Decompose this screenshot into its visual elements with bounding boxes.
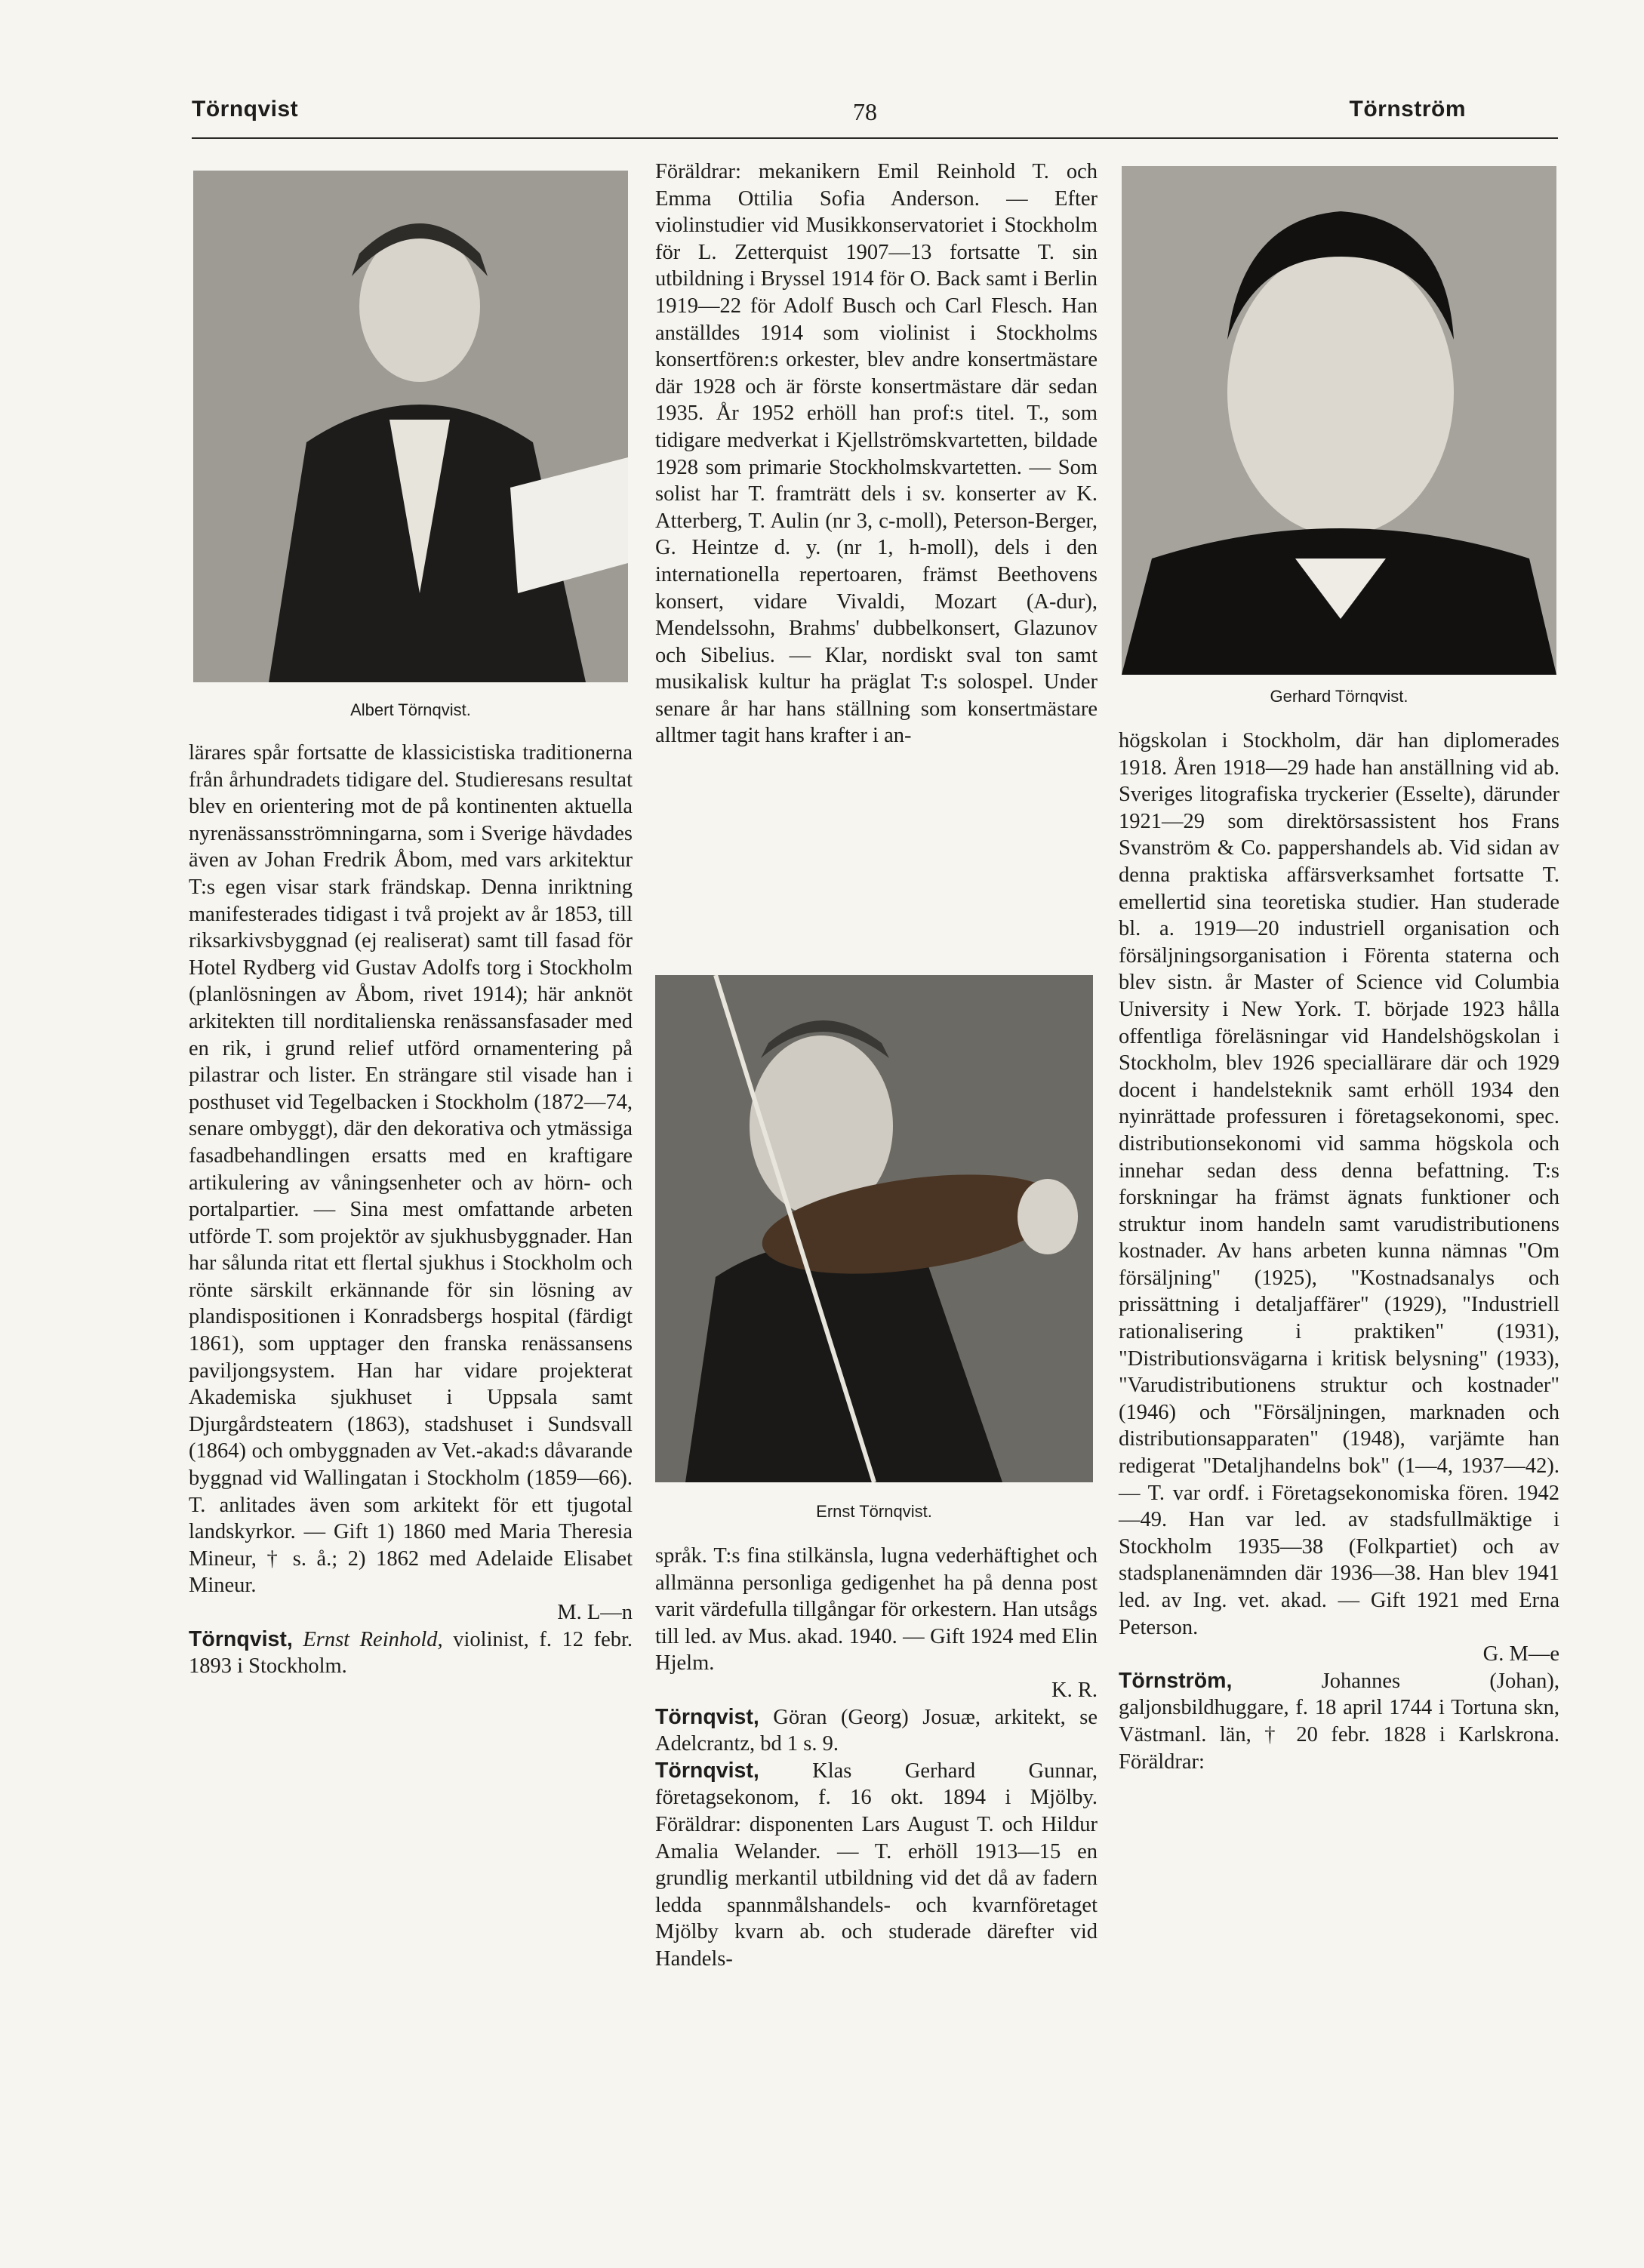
page-number: 78 — [853, 98, 877, 125]
goran-entry — [655, 1704, 1098, 1758]
albert-tornqvist-photo — [193, 171, 628, 682]
gerhard-tornqvist-photo — [1122, 166, 1556, 675]
gerhard-caption: Gerhard Törnqvist. — [1270, 687, 1408, 706]
ernst-article-text: Föräldrar: mekanikern Emil Reinhold T. och Emma Ottilia Sofia Anderson. — Efter violinstudier vid Musikkonservatoriet i Stockholm för L. Zetterquist 1907—13 fortsatte T. sin utbildning i Bryssel 1914 för O. Back samt i Berlin 1919—22 för Adolf Busch och Carl Flesch. Han anställdes 1914 som violinist i Stockholms konsertfören:s orkester, blev andre konsertmästare där 1928 och är förste konsertmästare där sedan 1935. År 1952 erhöll han prof:s titel. T., som tidigare medverkat i Kjellströmskvartetten, bildade 1928 som primarie Stockholmskvartetten. — Som solist har T. framträtt dels i sv. konserter av K. Atterberg, T. Aulin (nr 3, c-moll), Peterson-Berger, G. Heintze d. y. (nr 1, h-moll), dels i den internationella repertoaren, främst Beethovens konsert, vidare Vivaldi, Mozart (A-dur), Mendelssohn, Brahms' dubbelkonsert, Glazunov och Sibelius. — Klar, nordiskt sval ton samt musikalisk kultur ha präglat T:s solospel. Under senare år har hans ställning som konsertmästare alltmer tagit hans krafter i an- — [655, 160, 1098, 748]
ernst-tornqvist-photo — [655, 975, 1093, 1482]
header-rule — [192, 137, 1558, 139]
violinist-figure-icon — [655, 975, 1093, 1482]
running-head-left: Törnqvist — [192, 97, 299, 122]
albert-article-text: lärares spår fortsatte de klassicistiska traditionerna från århundradets tidigare del. Studieresans resultat blev en orientering mot de på kontinenten aktuella nyrenässansströmningarna, som i Sverige hävdades även av Johan Fredrik Åbom, med vars arkitektur T:s egen visar stark frändskap. Denna inriktning manifesterades tidigast i två projekt av år 1853, till riksarkivsbyggnad (ej realiserat) samt till fasad för Hotel Rydberg vid Gustav Adolfs torg i Stockholm (planlösningen av Åbom, rivet 1914); här anknöt arkitekten till norditalienska renässansfasader med en rik, i grund relief utförd ornamentering på pilastrar och lister. En strängare stil visade han i posthuset vid Tegelbacken i Stockholm (1872—74, senare ombyggt), där den dekorativa och ytmässiga fasadbehandlingen ersatts med en kraftigare artikulering av våningsenheter och av hörn- och portalpartier. — Sina mest omfattande arbeten utförde T. som projektör av sjukhusbyggnader. Han har sålunda ritat ett flertal sjukhus i Stockholm och rönte särskilt erkännande för sin lösning av plandispositionen i Konradsbergs hospital (färdigt 1861), som upptager den franska renässansens paviljongsystem. Han har vidare projekterat Akademiska sjukhuset i Uppsala samt Djurgårdsteatern (1863), stadshuset i Sundsvall (1864) och ombyggnaden av Vet.-akad:s dåvarande byggnad vid Wallingatan i Stockholm (1859—66). T. anlitades även som arkitekt för ett tjugotal landskyrkor. — Gift 1) 1860 med Maria Theresia Mineur, † s. å.; 2) 1862 med Adelaide Elisabet Mineur. — [189, 741, 633, 1598]
entry-heading: Törnström, — [1119, 1668, 1233, 1693]
gerhard-article-text: högskolan i Stockholm, där han diplomerades 1918. Åren 1918—29 hade han anställning vid ab. Sveriges litografiska tryckerier (Esselte), därunder 1921—29 som direktörsassistent hos Frans Svanström & Co. pappershandels ab. Vid sidan av denna praktiska affärsverksamhet fortsatte T. emellertid sina teoretiska studier. Han studerade bl. a. 1919—20 industriell organisation och försäljningsorganisation i Förenta staterna och blev sistn. år Master of Science vid Columbia University i New York. T. började 1923 hålla offentliga föreläsningar vid Handelshögskolan i Stockholm, blev 1926 speciallärare där och 1929 docent i handelsteknik samt erhöll 1934 den nyinrättade professuren i företagsekonomi, spec. distributionsekonomi vid samma högskola och innehar sedan dess denna befattning. T:s forskningar ha främst ägnats funktioner och struktur inom handeln samt varudistributionens kostnader. Av hans arbeten kunna nämnas "Om försäljning" (1925), "Kostnadsanalys och prissättning i detaljaffärer" (1929), "Industriell rationalisering i praktiken" (1931), "Distributionsvägarna i kritisk belysning" (1933), "Varudistributionens struktur och kostnader" (1946) och "Försäljningen, marknaden och distributionsapparaten" (1948), varjämte han redigerat "Detaljhandelns bok" (1—4, 1937—42). — T. var ordf. i Företagsekonomiska fören. 1942—49. Han var led. av stadsfullmäktige i Stockholm 1935—38 (Folkpartiet) och av stadsplanenämnden där 1936—38. Han blev 1941 led. av Ing. vet. akad. — Gift 1921 med Erna Peterson. — [1119, 729, 1559, 1639]
running-head-right: Törnström — [1349, 97, 1466, 122]
middle-column-bottom — [655, 1543, 1098, 1973]
left-column — [189, 740, 633, 1680]
ernst-entry-start — [189, 1626, 633, 1680]
entry-heading: Törnqvist, — [655, 1704, 759, 1729]
klas-entry — [655, 1758, 1098, 1973]
ernst-article-continued: språk. T:s fina stilkänsla, lugna vederhäftighet och allmänna personliga gedigenhet ha på denna post varit värdefulla tillgångar för orkestern. Han utsågs till led. av Mus. akad. 1940. — Gift 1924 med Elin Hjelm. — [655, 1544, 1098, 1676]
tornstrom-entry — [1119, 1668, 1559, 1775]
albert-caption: Albert Törnqvist. — [350, 700, 471, 719]
entry-text: Klas Gerhard Gunnar, företagsekonom, f. 16 okt. 1894 i Mjölby. Föräldrar: disponenten Lars August T. och Hildur Amalia Welander. — T. erhöll 1913—15 en grundlig merkantil utbildning vid det då av fadern ledda spannmålshandels- och kvarnföretaget Mjölby kvarn ab. och studerade därefter vid Handels- — [655, 1759, 1098, 1971]
entry-name: Ernst Reinhold, — [303, 1627, 443, 1651]
entry-heading: Törnqvist, — [189, 1626, 293, 1651]
albert-article-signature: M. L—n — [557, 1601, 633, 1624]
ernst-article-signature: K. R. — [1051, 1678, 1098, 1702]
middle-column-top — [655, 158, 1098, 749]
gerhard-article-signature: G. M—e — [1482, 1642, 1559, 1666]
right-column — [1119, 728, 1559, 1775]
entry-text: Johannes (Johan), galjonsbildhuggare, f. 18 april 1744 i Tortuna skn, Västmanl. län, † 20 febr. 1828 i Karlskrona. Föräldrar: — [1119, 1669, 1559, 1774]
entry-text: violinist, f. 12 febr. 1893 i Stockholm. — [189, 1627, 633, 1679]
ernst-caption: Ernst Törnqvist. — [816, 1502, 932, 1521]
portrait-figure-icon — [1122, 166, 1556, 675]
entry-heading: Törnqvist, — [655, 1758, 759, 1783]
portrait-figure-icon — [193, 171, 628, 682]
entry-text: Göran (Georg) Josuæ, arkitekt, se Adelcrantz, bd 1 s. 9. — [655, 1705, 1098, 1756]
